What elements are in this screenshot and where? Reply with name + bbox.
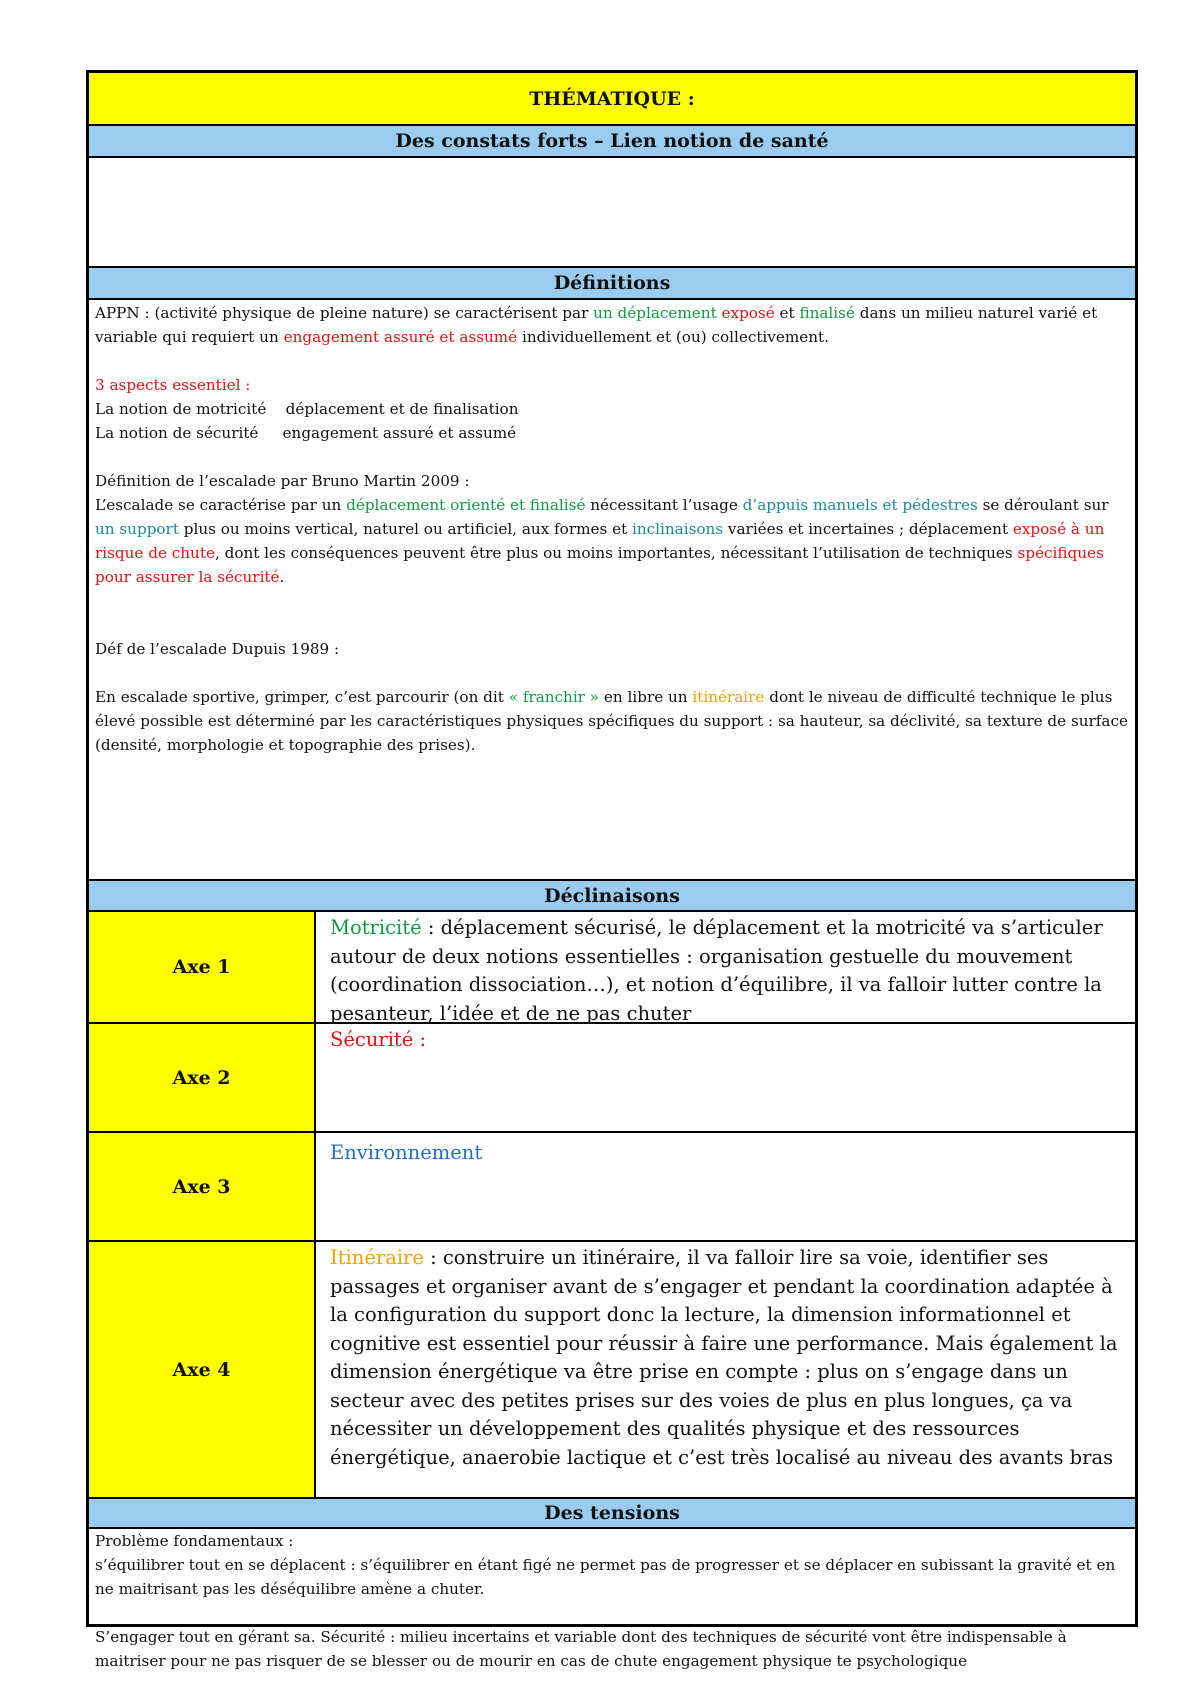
axe-3-key: Environnement: [330, 1141, 483, 1164]
axe-4-key: Itinéraire: [330, 1246, 424, 1269]
dupuis-definition: En escalade sportive, grimper, c’est parcourir (on dit « franchir » en libre un itinéraire dont le niveau de difficulté technique le plus élevé possible est déterminé par les caractéristiques physiques spécifiques du support : sa hauteur, sa déclivité, sa texture de surface (densité, morphologie et topographie des prises).: [95, 688, 1128, 754]
tensions-engagement: S’engager tout en gérant sa. Sécurité : milieu incertains et variable dont des techniques de sécurité vont être indispensable à maitriser pour ne pas risquer de se blesser ou de mourir en cas de chute engagement physique te psychologique: [95, 1628, 1067, 1670]
axe-1-key: Motricité: [330, 916, 422, 939]
martin-title: Définition de l’escalade par Bruno Martin 2009 :: [95, 472, 470, 490]
thematique-title: THÉMATIQUE :: [529, 87, 695, 110]
declinaisons-header: [89, 881, 1135, 912]
document-table: [86, 70, 1138, 1670]
constats-header: [89, 126, 1135, 158]
definitions-content: [89, 301, 1135, 881]
tensions-content: [89, 1529, 1135, 1670]
appn-definition: APPN : (activité physique de pleine nature) se caractérisent par un déplacement exposé et finalisé dans un milieu naturel varié et variable qui requiert un engagement assuré et assumé individuellement et (ou) collectivement.: [95, 304, 1098, 346]
definitions-header: [89, 268, 1135, 300]
tensions-problem-title: Problème fondamentaux :: [95, 1532, 294, 1550]
axe-1-content: [316, 912, 1135, 1024]
axe-2-key: Sécurité :: [330, 1028, 427, 1051]
tensions-title: Des tensions: [544, 1502, 680, 1524]
constats-title: Des constats forts – Lien notion de santé: [395, 130, 829, 152]
axe-4-content: [316, 1242, 1135, 1499]
constats-content: [89, 158, 1135, 268]
axe-4-label: Axe 4: [89, 1242, 316, 1499]
aspect-motricite: La notion de motricité déplacement et de finalisation: [95, 400, 519, 418]
aspect-securite: La notion de sécurité engagement assuré et assumé: [95, 424, 517, 442]
axe-3-content: [316, 1133, 1135, 1242]
axe-2-content: [316, 1024, 1135, 1133]
definitions-title: Définitions: [553, 272, 671, 294]
axe-1-text: : déplacement sécurisé, le déplacement et la motricité va s’articuler autour de deux notions essentielles : organisation gestuelle du mouvement (coordination dissociation…), et notion d’équilibre, il va falloir lutter contre la pesanteur, l’idée et de ne pas chuter: [330, 916, 1103, 1025]
aspects-title: 3 aspects essentiel :: [95, 376, 251, 394]
axe-4-text: : construire un itinéraire, il va falloir lire sa voie, identifier ses passages et organiser avant de s’engager et pendant la coordination adaptée à la configuration du support donc la lecture, la dimension informationnel et cognitive est essentiel pour réussir à faire une performance. Mais également la dimension énergétique va être prise en compte : plus on s’engage dans un secteur avec des petites prises sur des voies de plus en plus longues, ça va nécessiter un développement des qualités physique et des ressources énergétique, anaerobie lactique et c’est très localisé au niveau des avants bras: [330, 1246, 1118, 1469]
thematique-header: [89, 73, 1135, 126]
tensions-header: [89, 1499, 1135, 1529]
martin-definition: L’escalade se caractérise par un déplacement orienté et finalisé nécessitant l’usage d’appuis manuels et pédestres se déroulant sur un support plus ou moins vertical, naturel ou artificiel, aux formes et inclinaisons variées et incertaines ; déplacement exposé à un risque de chute, dont les conséquences peuvent être plus ou moins importantes, nécessitant l’utilisation de techniques spécifiques pour assurer la sécurité.: [95, 496, 1109, 586]
axe-3-label: Axe 3: [89, 1133, 316, 1242]
axe-2-label: Axe 2: [89, 1024, 316, 1133]
tensions-equilibre: s’équilibrer tout en se déplacent : s’équilibrer en étant figé ne permet pas de progresser et se déplacer en subissant la gravité et en ne maitrisant pas les déséquilibre amène a chuter.: [95, 1556, 1116, 1598]
axe-1-label: Axe 1: [89, 912, 316, 1024]
declinaisons-title: Déclinaisons: [544, 884, 680, 907]
dupuis-title: Déf de l’escalade Dupuis 1989 :: [95, 640, 340, 658]
